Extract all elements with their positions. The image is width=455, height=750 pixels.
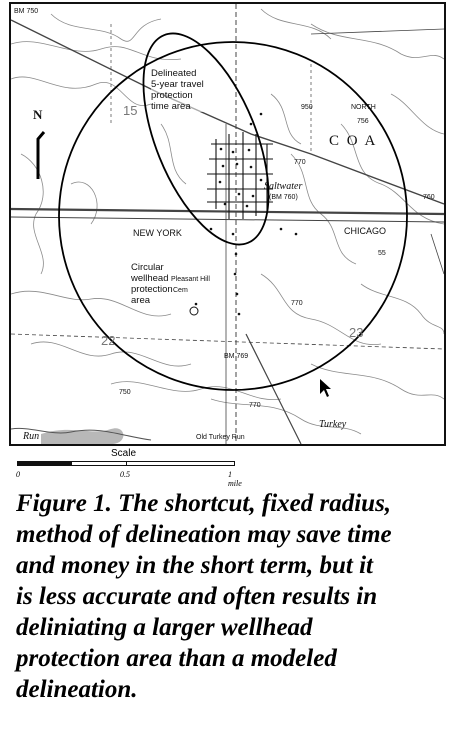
circular-area-annotation bbox=[131, 262, 173, 306]
elevation-label: 950 bbox=[301, 104, 313, 111]
place-label-cem: Cem bbox=[173, 287, 188, 294]
caption-line: Figure 1. The shortcut, fixed radius, bbox=[16, 490, 392, 517]
place-label-new-york: NEW YORK bbox=[133, 228, 182, 238]
annotation-line: time area bbox=[151, 101, 191, 112]
map-graphic bbox=[11, 4, 444, 444]
topographic-map bbox=[9, 2, 446, 446]
place-label-chicago: CHICAGO bbox=[344, 226, 387, 236]
figure-caption bbox=[16, 488, 446, 705]
section-number-22: 22 bbox=[101, 333, 116, 348]
elevation-label: 750 bbox=[119, 389, 131, 396]
section-number-15: 15 bbox=[123, 103, 138, 118]
annotation-line: area bbox=[131, 295, 151, 306]
caption-line: deliniating a larger wellhead bbox=[16, 614, 313, 641]
scale-tick-label: 1 mile bbox=[228, 470, 242, 488]
place-label-turkey: Turkey bbox=[319, 419, 347, 430]
scale-segment bbox=[18, 462, 72, 465]
elevation-label: 760 bbox=[423, 194, 435, 201]
town-grid bbox=[207, 132, 273, 219]
elevation-label: 770 bbox=[249, 402, 261, 409]
building-dots bbox=[195, 113, 298, 316]
caption-line: method of delineation may save time bbox=[16, 521, 392, 548]
north-label: N bbox=[33, 107, 43, 122]
scale-bar bbox=[17, 461, 235, 466]
elevation-label: 770 bbox=[294, 159, 306, 166]
route-number-label: 55 bbox=[378, 250, 386, 257]
delineated-area-annotation bbox=[151, 68, 204, 112]
elevation-label: 770 bbox=[291, 300, 303, 307]
place-label-run: Run bbox=[23, 431, 40, 442]
annotation-line: protection bbox=[131, 284, 173, 295]
place-label-pleasant-hill: Pleasant Hill bbox=[171, 276, 210, 283]
place-label-north: NORTH bbox=[351, 104, 376, 111]
annotation-line: protection bbox=[151, 90, 193, 101]
caption-line: delineation. bbox=[16, 676, 138, 703]
annotation-line: Delineated bbox=[151, 68, 197, 79]
scale-segment bbox=[72, 462, 126, 465]
mouse-pointer-icon bbox=[320, 379, 331, 397]
scale-title: Scale bbox=[111, 448, 137, 459]
annotation-line: wellhead bbox=[131, 273, 169, 284]
section-number-23: 23 bbox=[349, 325, 364, 340]
place-label-coa: C O A bbox=[329, 133, 378, 149]
scale-segment bbox=[126, 462, 234, 465]
cemetery-symbol bbox=[190, 307, 198, 315]
roads bbox=[11, 4, 444, 444]
caption-line: protection area than a modeled bbox=[16, 645, 337, 672]
scale-tick-label: 0.5 bbox=[120, 470, 130, 479]
elevation-label: BM 750 bbox=[14, 8, 39, 15]
elevation-label: BM 769 bbox=[224, 353, 249, 360]
scale-tick-label: 0 bbox=[16, 470, 20, 479]
elevation-label: 756 bbox=[357, 118, 369, 125]
place-label-old-turkey-run: Old Turkey Run bbox=[196, 434, 245, 441]
place-label-saltwater: Saltwater bbox=[264, 181, 303, 192]
annotation-line: Circular bbox=[131, 262, 164, 273]
annotation-line: 5-year travel bbox=[151, 79, 204, 90]
scale-bar-legend bbox=[16, 448, 246, 488]
caption-line: is less accurate and often results in bbox=[16, 583, 378, 610]
place-label-bm-760: (BM 760) bbox=[269, 194, 298, 201]
north-arrow-icon bbox=[38, 132, 44, 179]
caption-line: and money in the short term, but it bbox=[16, 552, 374, 579]
